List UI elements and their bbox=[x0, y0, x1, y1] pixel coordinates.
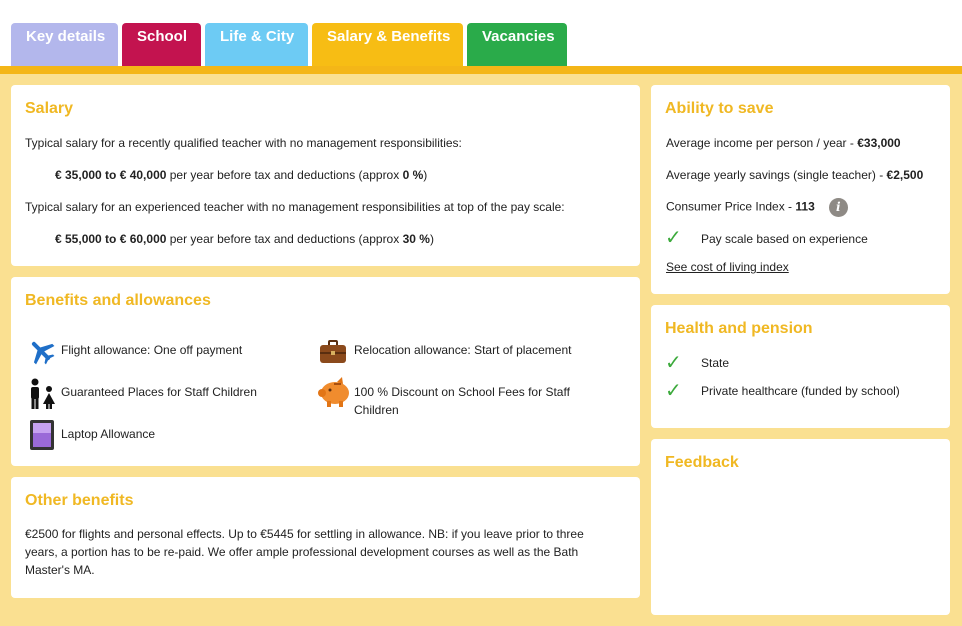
salary-recent-range: € 35,000 to € 40,000 bbox=[55, 168, 167, 182]
other-benefits-panel bbox=[11, 477, 640, 598]
cpi-value: 113 bbox=[795, 199, 815, 214]
salary-exp-range: € 55,000 to € 60,000 bbox=[55, 232, 167, 246]
income-label: Average income per person / year - bbox=[666, 136, 858, 150]
airplane-icon bbox=[27, 337, 55, 365]
cpi-label: Consumer Price Index - bbox=[666, 199, 796, 214]
info-icon[interactable]: i bbox=[829, 198, 848, 217]
salary-exp-pct: 30 % bbox=[402, 232, 430, 246]
tablet-icon bbox=[29, 419, 55, 451]
tab-vacancies[interactable]: Vacancies bbox=[467, 23, 567, 66]
salary-recent-end: ) bbox=[423, 168, 428, 182]
benefits-panel bbox=[11, 277, 640, 466]
tab-key-details[interactable]: Key details bbox=[11, 23, 118, 66]
benefit-children-label: Guaranteed Places for Staff Children bbox=[61, 385, 257, 399]
tab-salary-benefits[interactable]: Salary & Benefits bbox=[312, 23, 463, 66]
salary-recent-line bbox=[55, 168, 427, 182]
average-income bbox=[666, 136, 901, 150]
benefit-discount-label-2: Children bbox=[354, 403, 399, 417]
briefcase-icon bbox=[319, 337, 347, 365]
pay-scale-label: Pay scale based on experience bbox=[701, 232, 868, 246]
average-savings bbox=[666, 168, 923, 182]
salary-recent-mid: per year before tax and deductions (approx bbox=[166, 168, 403, 182]
salary-exp-intro: Typical salary for an experienced teacher with no management responsibilities at top of the pay scale: bbox=[25, 200, 565, 214]
income-value: €33,000 bbox=[857, 136, 901, 150]
salary-recent-intro: Typical salary for a recently qualified teacher with no management responsibilities: bbox=[25, 136, 462, 150]
piggy-bank-icon bbox=[318, 375, 352, 409]
salary-exp-end: ) bbox=[429, 232, 434, 246]
salary-panel bbox=[11, 85, 640, 266]
salary-exp-line bbox=[55, 232, 434, 246]
salary-title: Salary bbox=[25, 100, 74, 117]
tab-life-city[interactable]: Life & City bbox=[205, 23, 308, 66]
ability-to-save-panel bbox=[651, 85, 950, 294]
savings-label: Average yearly savings (single teacher) - bbox=[666, 168, 887, 182]
savings-value: €2,500 bbox=[886, 168, 924, 182]
check-icon: ✓ bbox=[665, 352, 682, 374]
benefit-laptop-label: Laptop Allowance bbox=[61, 427, 156, 441]
tab-bar bbox=[0, 0, 962, 66]
salary-recent-pct: 0 % bbox=[402, 168, 424, 182]
check-icon: ✓ bbox=[665, 227, 682, 249]
benefit-relocation-label: Relocation allowance: Start of placement bbox=[354, 343, 572, 357]
other-benefits-title: Other benefits bbox=[25, 492, 134, 509]
health-item-private: Private healthcare (funded by school) bbox=[701, 384, 900, 398]
salary-exp-mid: per year before tax and deductions (approx bbox=[166, 232, 403, 246]
other-benefits-text: €2500 for flights and personal effects. Up to €5445 for settling in allowance. NB: if you leave prior to three years, a portion has to be re-paid. We offer ample professional development courses as well as the Bath Master's MA. bbox=[25, 527, 584, 577]
tab-school[interactable]: School bbox=[122, 23, 201, 66]
cost-of-living-link[interactable]: See cost of living index bbox=[666, 260, 789, 274]
feedback-title: Feedback bbox=[665, 454, 739, 471]
health-item-state: State bbox=[701, 356, 730, 370]
consumer-price-index bbox=[666, 198, 848, 217]
family-icon bbox=[27, 378, 57, 410]
check-icon: ✓ bbox=[665, 380, 682, 402]
benefit-flight-label: Flight allowance: One off payment bbox=[61, 343, 243, 357]
benefits-title: Benefits and allowances bbox=[25, 292, 211, 309]
feedback-panel bbox=[651, 439, 950, 615]
benefit-discount-label: 100 % Discount on School Fees for Staff bbox=[354, 385, 570, 399]
save-title: Ability to save bbox=[665, 100, 774, 117]
health-title: Health and pension bbox=[665, 320, 813, 337]
health-pension-panel bbox=[651, 305, 950, 428]
tab-underline bbox=[0, 66, 962, 74]
